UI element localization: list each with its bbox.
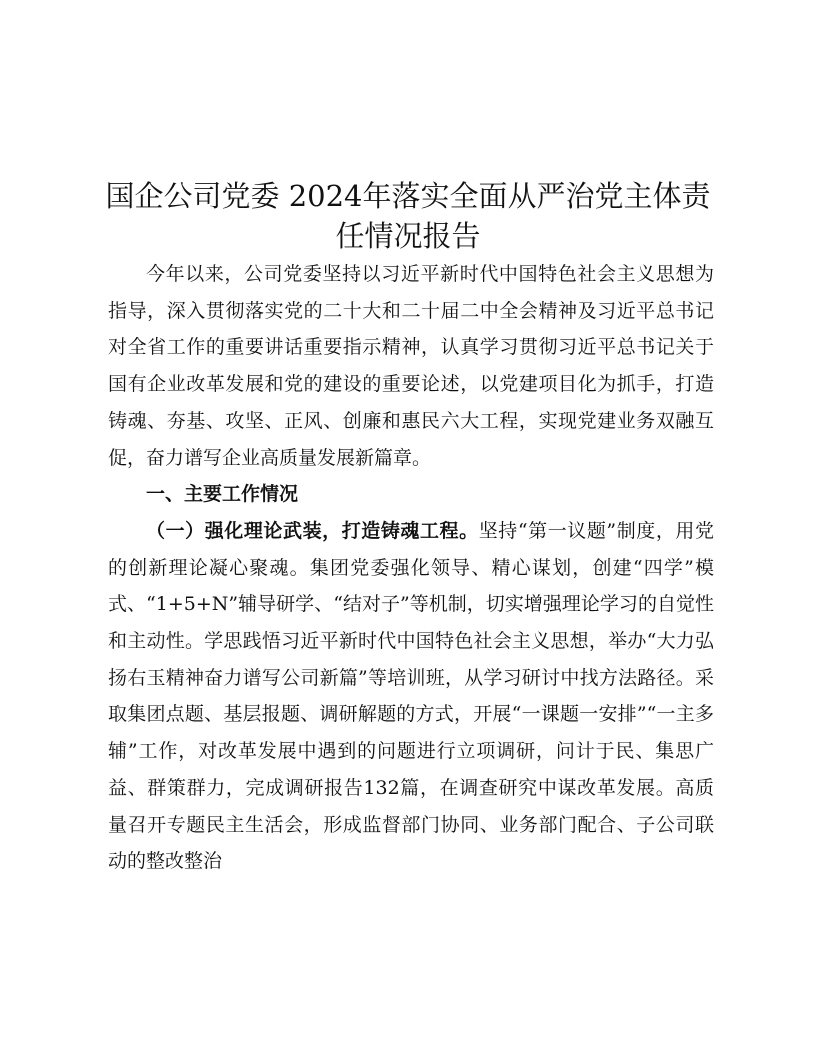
subsection-paragraph	[108, 513, 714, 880]
subsection-lead: （一）强化理论武装，打造铸魂工程。	[146, 519, 479, 542]
intro-paragraph: 今年以来，公司党委坚持以习近平新时代中国特色社会主义思想为指导，深入贯彻落实党的二十大和二十届二中全会精神及习近平总书记对全省工作的重要讲话重要指示精神，认真学习贯彻习近平总书记关于国有企业改革发展和党的建设的重要论述，以党建项目化为抓手，打造铸魂、夯基、攻坚、正风、创廉和惠民六大工程，实现党建业务双融互促，奋力谱写企业高质量发展新篇章。	[108, 263, 714, 469]
document-title: 国企公司党委 2024年落实全面从严治党主体责任情况报告	[105, 179, 711, 253]
subsection-text: 坚持“第一议题”制度，用党的创新理论凝心聚魂。集团党委强化领导、精心谋划，创建“四学”模式、“1+5+N”辅导研学、“结对子”等机制，切实增强理论学习的自觉性和主动性。学思践悟习近平新时代中国特色社会主义思想，举办“大力弘扬右玉精神奋力谱写公司新篇”等培训班，从学习研讨中找方法路径。采取集团点题、基层报题、调研解题的方式，开展“一课题一安排”“一主多辅”工作，对改革发展中遇到的问题进行立项调研，问计于民、集思广益、群策群力，完成调研报告132篇，在调查研究中谋改革发展。高质量召开专题民主生活会，形成监督部门协同、业务部门配合、子公司联动的整改整治	[108, 519, 714, 873]
document-body	[108, 256, 714, 880]
section-heading: 一、主要工作情况	[146, 483, 299, 506]
